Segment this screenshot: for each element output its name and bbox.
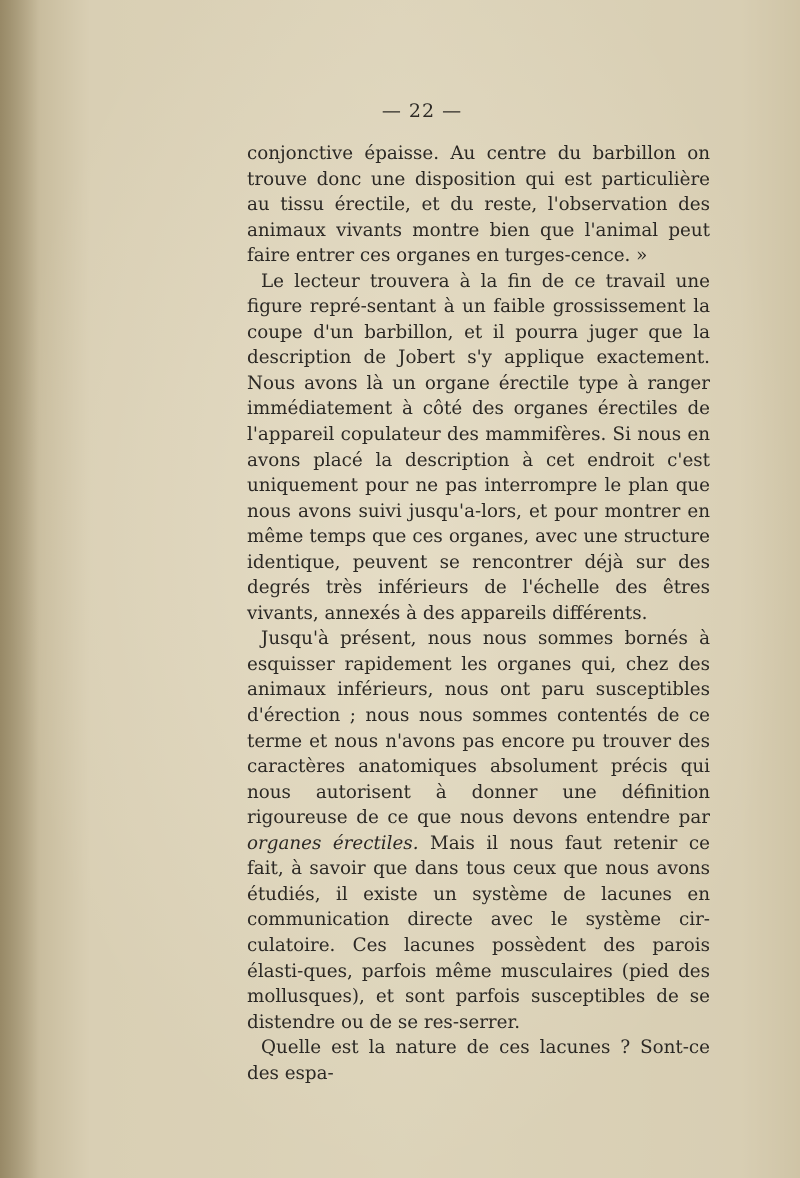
binding-shadow: [0, 0, 40, 1178]
paragraph-3: [247, 626, 710, 1035]
paragraph-4: Quelle est la nature de ces lacunes ? Sont-ce des espa-: [247, 1037, 710, 1084]
page-number: — 22 —: [381, 100, 463, 122]
paragraph-3-text-before: Jusqu'à présent, nous nous sommes bornés à esquisser rapidement les organes qui, chez des animaux inférieurs, nous ont paru susceptibles d'érection ; nous nous sommes contentés de ce terme et nous n'avons pas encore pu trouver des caractères anatomiques absolument précis qui nous autorisent à donner une définition rigoureuse de ce que nous devons entendre par: [247, 628, 710, 829]
paragraph-2: Le lecteur trouvera à la fin de ce travail une figure repré-sentant à un faible grossissement la coupe d'un barbillon, et il pourra juger que la description de Jobert s'y applique exactement. Nous avons là un organe érectile type à ranger immédiatement à côté des organes érectiles de l'appareil copulateur des mammifères. Si nous en avons placé la description à cet endroit c'est uniquement pour ne pas interrompre le plan que nous avons suivi jusqu'a-lors, et pour montrer en même temps que ces organes, avec une structure identique, peuvent se rencontrer déjà sur des degrés très inférieurs de l'échelle des êtres vivants, annexés à des appareils différents.: [247, 270, 710, 624]
paragraph-3-text-after: Mais il nous faut retenir ce fait, à savoir que dans tous ceux que nous avons étudiés, il existe un système de lacunes en communication directe avec le système cir-culatoire. Ces lacunes possèdent des parois élasti-ques, parfois même musculaires (pied des mollusques), et sont parfois susceptibles de se distendre ou de se res-serrer.: [247, 832, 710, 1033]
paragraph-1: conjonctive épaisse. Au centre du barbillon on trouve donc une disposition qui est particulière au tissu érectile, et du reste, l'observation des animaux vivants montre bien que l'animal peut faire entrer ces organes en turges-cence. »: [247, 143, 710, 267]
emphasis-organes-erectiles: organes érectiles.: [247, 832, 419, 854]
body-text: [247, 141, 710, 1086]
